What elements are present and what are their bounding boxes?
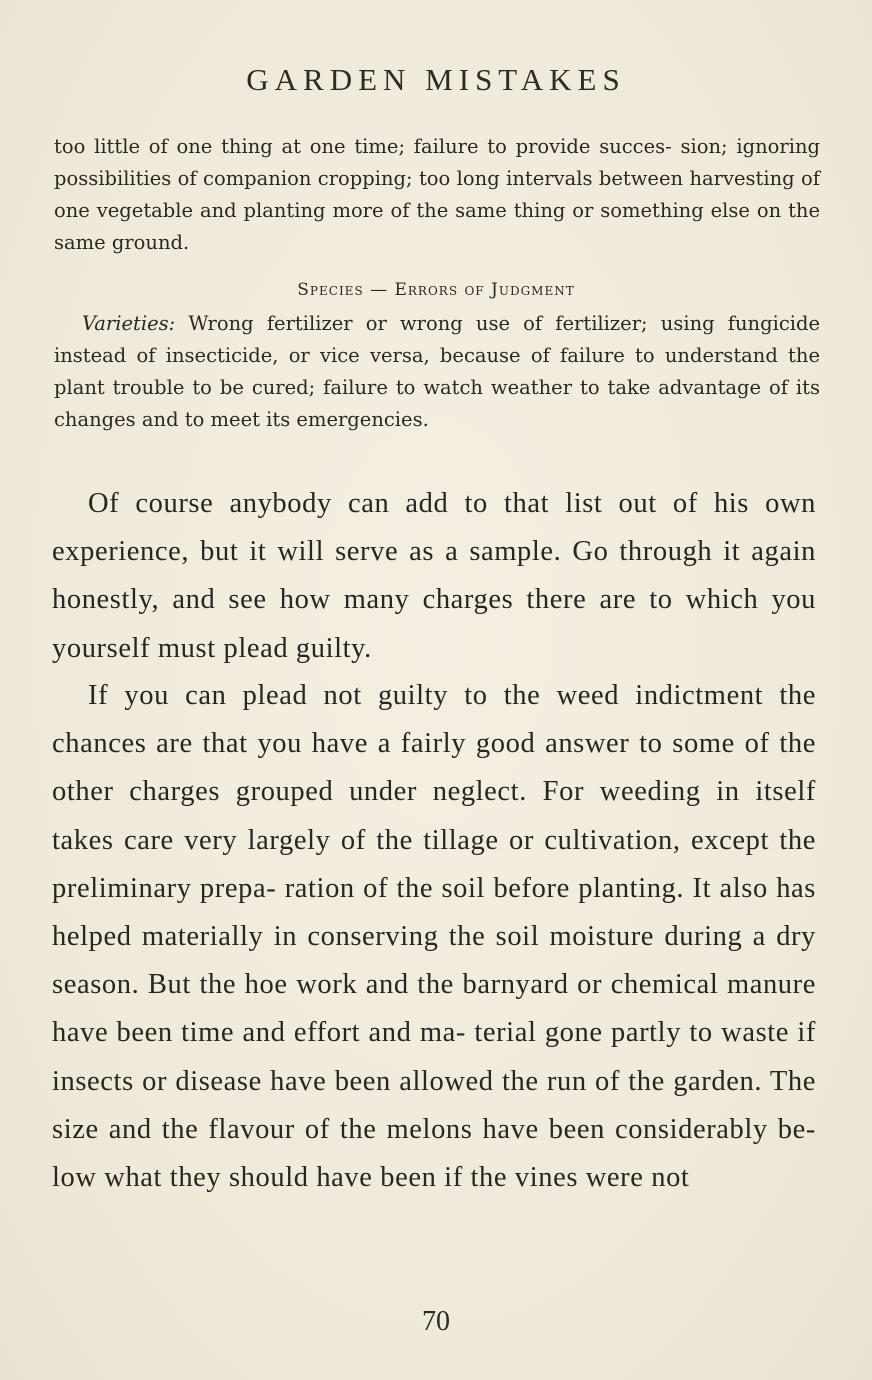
running-head: GARDEN MISTAKES xyxy=(246,62,626,97)
varieties-block xyxy=(54,308,820,436)
body-paragraph-2-block xyxy=(52,672,816,1202)
section-heading: Species — Errors of Judgment xyxy=(297,280,575,300)
varieties-lead: Varieties: xyxy=(82,312,176,335)
varieties-paragraph xyxy=(54,308,820,436)
varieties-text: Wrong fertilizer or wrong use of fertilizer; using fungicide instead of insecticide, or vice versa, because of failure to understand the plant trouble to be cured; failure to watch weather to take advantage of its changes and to meet its emergencies. xyxy=(54,312,821,431)
body-paragraph-2: If you can plead not guilty to the weed indictment the chances are that you have a fairly good answer to some of the other charges grouped under neglect. For weeding in itself takes care very largely of the tillage or cultivation, except the preliminary prepa- ration of the soil before planting. It also has helped materially in conserving the soil moisture during a dry season. But the hoe work and the barnyard or chemical manure have been time and effort and ma- terial gone partly to waste if insects or disease have been allowed the run of the garden. The size and the flavour of the melons have been considerably be- low what they should have been if the vines were not xyxy=(52,680,816,1194)
intro-paragraph: too little of one thing at one time; failure to provide succes- sion; ignoring possibilities of companion cropping; too long intervals between harvesting of one vegetable and planting more of the same thing or something else on the same ground. xyxy=(54,135,820,254)
intro-paragraph-block xyxy=(54,131,820,259)
page-number: 70 xyxy=(422,1306,450,1337)
body-paragraph-1-block xyxy=(52,480,816,673)
body-paragraph-1: Of course anybody can add to that list out of his own experience, but it will serve as a sample. Go through it again honestly, and see how many charges there are to which you yourself must plead guilty. xyxy=(52,488,816,664)
